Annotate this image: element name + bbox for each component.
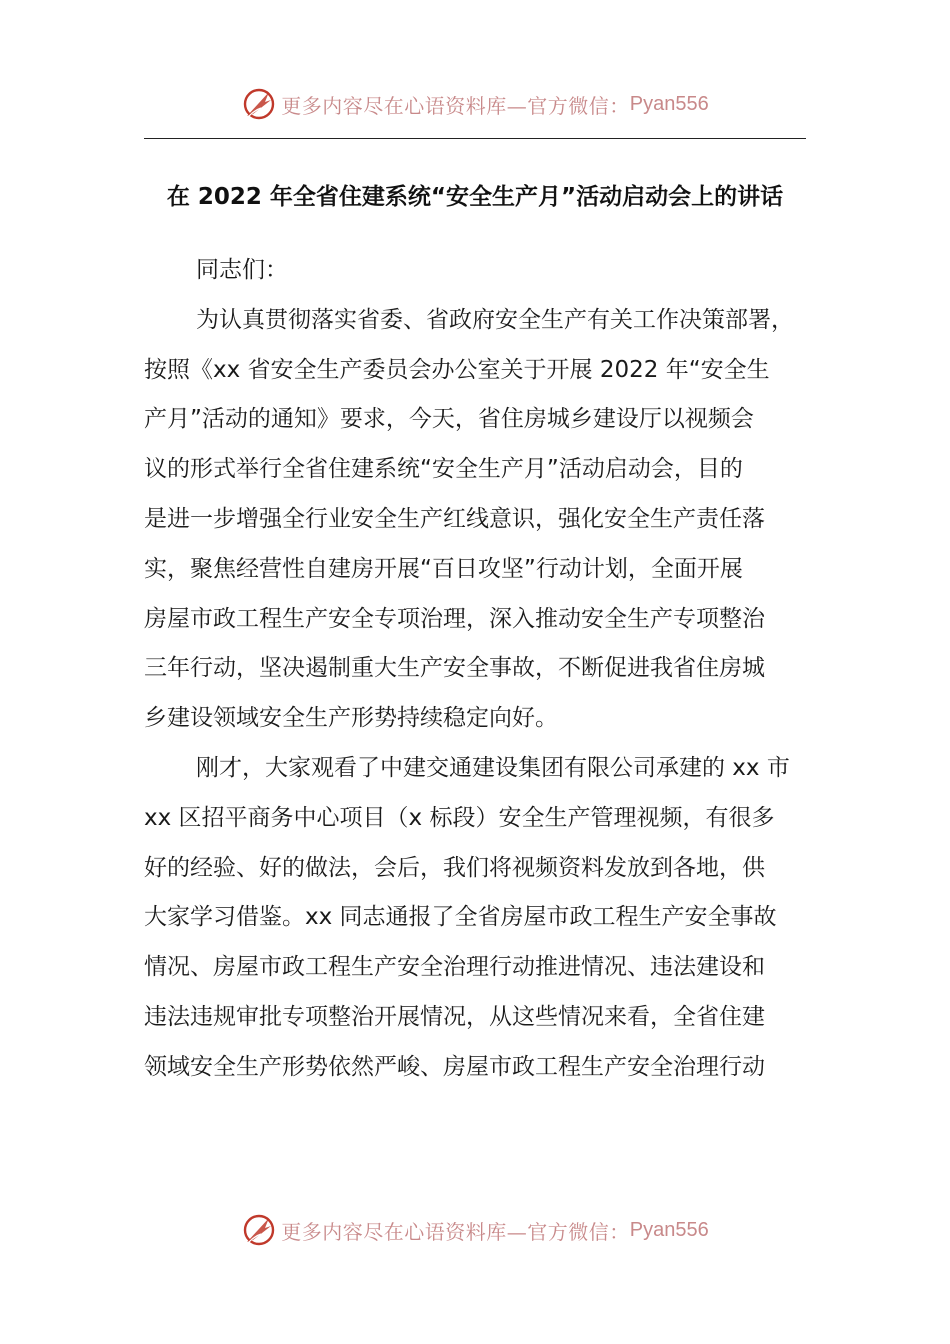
body-line: 刚才，大家观看了中建交通建设集团有限公司承建的 xx 市: [196, 754, 790, 781]
body-line: 同志们：: [196, 257, 288, 283]
banner-wechat-id: Pyan556: [629, 1218, 709, 1241]
body-line: xx 区招平商务中心项目（x 标段）安全生产管理视频，有很多: [144, 804, 775, 831]
banner-site-text: 更多内容尽在心语资料库—官方微信：: [281, 1219, 630, 1244]
body-line: 大家学习借鉴。xx 同志通报了全省房屋市政工程生产安全事故: [144, 904, 777, 931]
body-line: 乡建设领域安全生产形势持续稳定向好。: [144, 705, 558, 732]
body-line: 好的经验、好的做法，会后，我们将视频资料发放到各地，供: [144, 854, 765, 881]
body-line: 领域安全生产形势依然严峻、房屋市政工程生产安全治理行动: [144, 1053, 765, 1080]
body-line: 实，聚焦经营性自建房开展“百日攻坚”行动计划，全面开展: [144, 555, 743, 582]
banner-site-text: 更多内容尽在心语资料库—官方微信：: [281, 93, 630, 118]
body-line: 按照《xx 省安全生产委员会办公室关于开展 2022 年“安全生: [144, 356, 770, 383]
body-line: 议的形式举行全省住建系统“安全生产月”活动启动会，目的: [144, 456, 743, 483]
footer-banner: [0, 1208, 950, 1252]
body-line: 三年行动，坚决遏制重大生产安全事故，不断促进我省住房城: [144, 655, 765, 682]
document-title: 在 2022 年全省住建系统“安全生产月”活动启动会上的讲话: [166, 184, 784, 210]
body-line: 产月”活动的通知》要求，今天，省住房城乡建设厅以视频会: [144, 406, 754, 433]
body-line: 是进一步增强全行业安全生产红线意识，强化安全生产责任落: [144, 505, 765, 532]
body-line: 违法违规审批专项整治开展情况，从这些情况来看，全省住建: [144, 1003, 765, 1030]
quill-logo-icon: [241, 1212, 277, 1248]
body-line: 为认真贯彻落实省委、省政府安全生产有关工作决策部署，: [196, 306, 794, 333]
body-line: 房屋市政工程生产安全专项治理，深入推动安全生产专项整治: [144, 605, 765, 632]
document-body: [144, 246, 806, 1093]
header-banner: [0, 82, 950, 126]
banner-wechat-id: Pyan556: [629, 92, 709, 115]
header-divider: [144, 138, 806, 139]
quill-logo-icon: [241, 86, 277, 122]
body-line: 情况、房屋市政工程生产安全治理行动推进情况、违法建设和: [144, 954, 765, 981]
